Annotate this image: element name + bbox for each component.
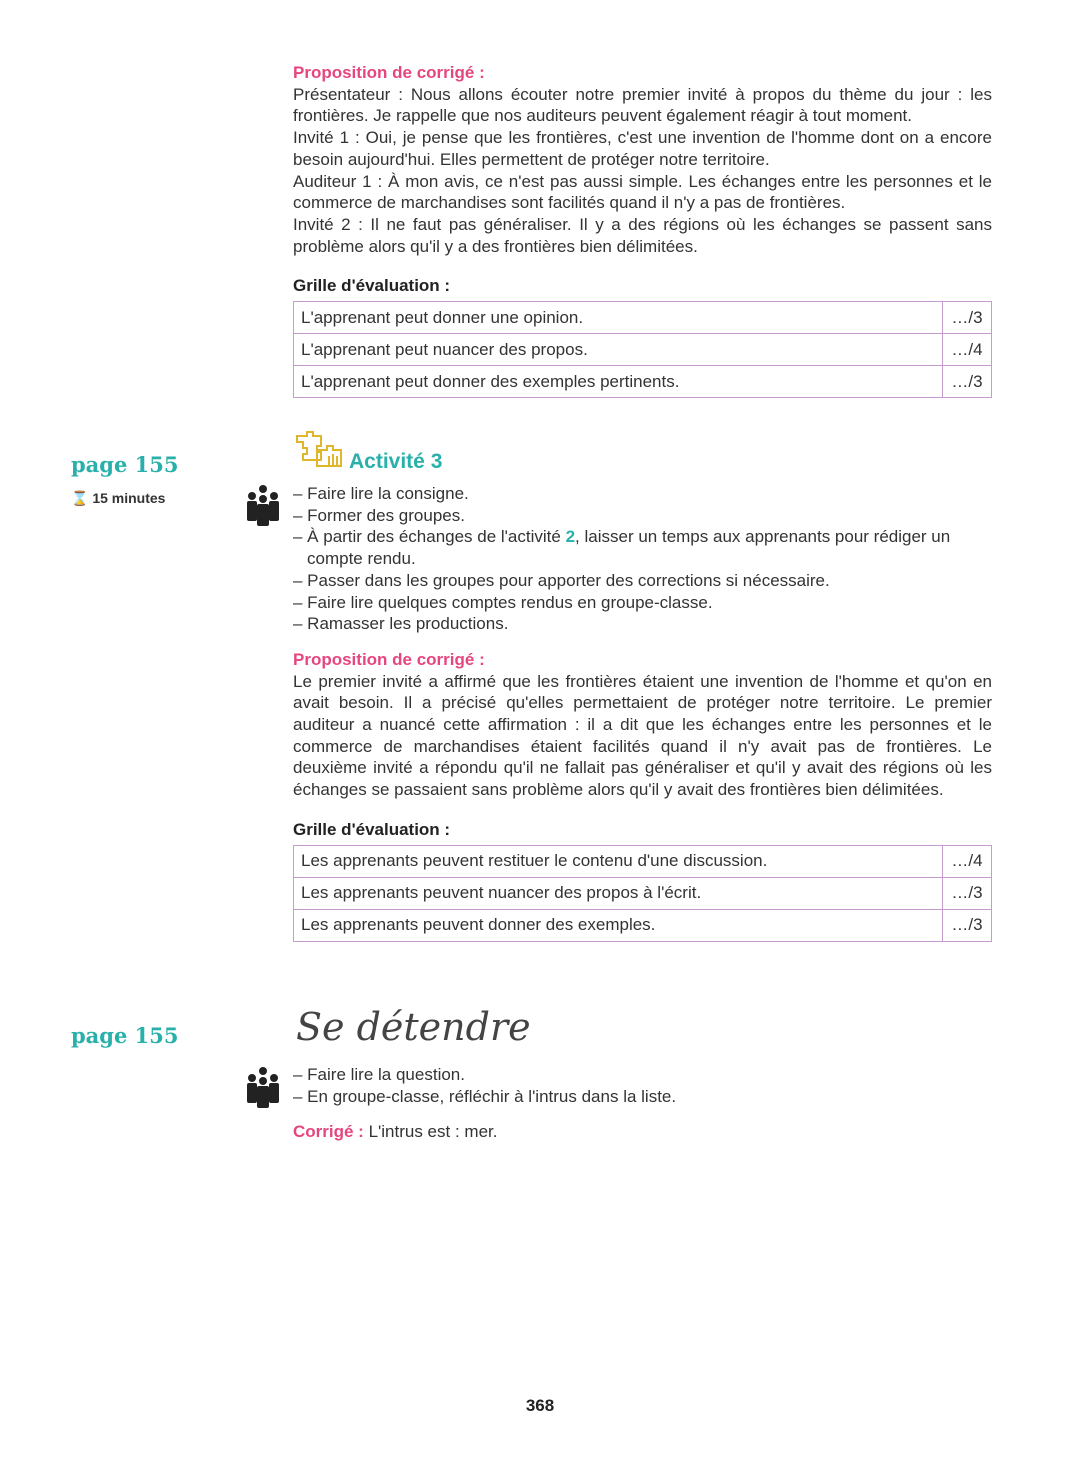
criterion: Les apprenants peuvent nuancer des propos à l'écrit. (294, 877, 943, 909)
puzzle-hands-icon (293, 430, 345, 474)
activity-heading (293, 430, 442, 474)
correction-block-1 (293, 62, 992, 398)
step: – Passer dans les groupes pour apporter des corrections si nécessaire. (293, 570, 830, 590)
table-row (294, 909, 992, 941)
group-icon (246, 484, 280, 526)
page-reference: page 155 (71, 1023, 179, 1048)
criterion: L'apprenant peut nuancer des propos. (294, 334, 943, 366)
page-number: 368 (525, 1396, 555, 1415)
relax-steps (293, 1064, 992, 1143)
table-row (294, 845, 992, 877)
correction-label: Proposition de corrigé : (293, 63, 485, 82)
criterion: L'apprenant peut donner une opinion. (294, 302, 943, 334)
step: – Faire lire la consigne. (293, 484, 469, 503)
criterion: L'apprenant peut donner des exemples pertinents. (294, 366, 943, 398)
step: – À partir des échanges de l'activité 2, laisser un temps aux apprenants pour rédiger un compte rendu. (293, 527, 951, 569)
activity-steps (293, 483, 992, 942)
table-row (294, 334, 992, 366)
score: …/4 (943, 334, 992, 366)
grid-label: Grille d'évaluation : (293, 276, 451, 296)
evaluation-grid-1 (293, 301, 992, 398)
evaluation-grid-2 (293, 845, 992, 942)
step: – Faire lire la question. (293, 1065, 465, 1084)
score: …/3 (943, 366, 992, 398)
step: – Faire lire quelques comptes rendus en groupe-classe. (293, 592, 713, 612)
section-title: Se détendre (296, 1005, 531, 1049)
criterion: Les apprenants peuvent restituer le contenu d'une discussion. (294, 845, 943, 877)
dialogue-line: Invité 2 : Il ne faut pas généraliser. Il y a des régions où les échanges se passent sans problème alors qu'il y a des frontières bien délimitées. (293, 214, 992, 256)
score: …/3 (943, 302, 992, 334)
answer: Corrigé : L'intrus est : mer. (293, 1122, 498, 1142)
table-row (294, 366, 992, 398)
dialogue-line: Présentateur : Nous allons écouter notre premier invité à propos du thème du jour : les frontières. Je rappelle que nos auditeurs peuvent également réagir à tout moment. (293, 84, 992, 126)
score: …/4 (943, 845, 992, 877)
criterion: Les apprenants peuvent donner des exemples. (294, 909, 943, 941)
page-reference: page 155 (71, 452, 179, 477)
grid-label: Grille d'évaluation : (293, 819, 451, 839)
duration (71, 490, 165, 507)
correction-label: Proposition de corrigé : (293, 649, 485, 669)
score: …/3 (943, 877, 992, 909)
step: – En groupe-classe, réfléchir à l'intrus dans la liste. (293, 1086, 677, 1106)
step: – Ramasser les productions. (293, 614, 509, 634)
hourglass-icon: ⌛ (71, 490, 89, 506)
step: – Former des groupes. (293, 505, 465, 525)
table-row (294, 302, 992, 334)
score: …/3 (943, 909, 992, 941)
dialogue-line: Auditeur 1 : À mon avis, ce n'est pas aussi simple. Les échanges entre les personnes et le commerce de marchandises sont facilités quand il n'y a pas de frontières. (293, 171, 992, 213)
group-icon (246, 1066, 280, 1108)
correction-text: Le premier invité a affirmé que les frontières étaient une invention de l'homme et qu'on en avait besoin. Il a précisé qu'elles permettaient de protéger notre territoire. Le premier auditeur a nuancé cette affirmation : il a dit que les échanges entre les personnes et le commerce de marchandises étaient facilités quand il n'y avait pas de frontières. Le deuxième invité a répondu qu'il ne fallait pas généraliser et qu'il y avait des régions où les échanges se passaient sans problème alors qu'il y avait des frontières bien délimitées. (293, 671, 992, 800)
activity-title: Activité 3 (349, 450, 443, 473)
duration-text: 15 minutes (92, 490, 166, 506)
dialogue-line: Invité 1 : Oui, je pense que les frontières, c'est une invention de l'homme dont on a encore besoin aujourd'hui. Elles permettent de protéger notre territoire. (293, 128, 992, 169)
table-row (294, 877, 992, 909)
